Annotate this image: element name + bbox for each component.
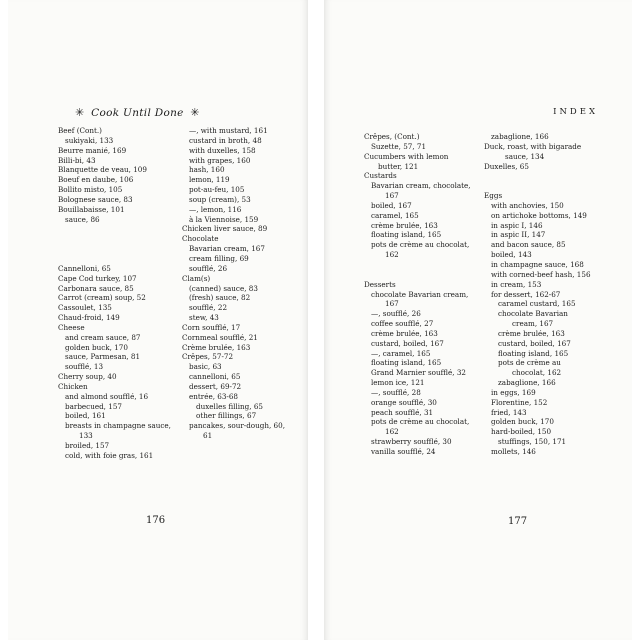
- index-entry: cold, with foie gras, 161: [65, 450, 154, 460]
- index-entry: Florentine, 152: [491, 397, 548, 407]
- index-spacer: [58, 234, 176, 244]
- index-entry: breasts in champagne sauce,: [65, 421, 171, 431]
- index-entry: soup (cream), 53: [189, 194, 251, 204]
- index-entry: Bolognese sauce, 83: [58, 194, 133, 204]
- index-entry: broiled, 157: [65, 441, 110, 450]
- index-entry: Duxelles, 65: [484, 161, 529, 171]
- index-entry: in cream, 153: [491, 279, 542, 289]
- index-entry: strawberry soufflé, 30: [371, 437, 452, 447]
- index-entry: pots de crème au chocolat,: [371, 417, 470, 427]
- index-entry: zabaglione, 166: [491, 132, 549, 141]
- index-entry: 61: [203, 431, 213, 441]
- index-entry: pancakes, sour-dough, 60,: [189, 421, 285, 431]
- star-ornament-icon: ✳: [75, 106, 85, 119]
- index-spacer: [484, 171, 602, 181]
- index-entry: —, soufflé, 26: [371, 309, 421, 319]
- right-running-head: INDEX: [553, 107, 598, 117]
- index-entry: boiled, 161: [65, 411, 106, 421]
- index-entry: Corn soufflé, 17: [182, 322, 241, 332]
- index-entry: with anchovies, 150: [491, 200, 564, 210]
- index-entry: Bouillabaisse, 101: [58, 204, 125, 214]
- index-entry: and cream sauce, 87: [65, 332, 141, 342]
- index-entry: (fresh) sauce, 82: [189, 293, 251, 303]
- left-page: [8, 0, 308, 640]
- index-entry: caramel custard, 165: [498, 299, 576, 309]
- index-entry: Boeuf en daube, 106: [58, 175, 134, 185]
- index-entry: soufflé, 22: [189, 303, 228, 313]
- index-entry: sukiyaki, 133: [65, 135, 114, 145]
- index-entry: Carbonara sauce, 85: [58, 283, 134, 293]
- index-entry: Eggs: [484, 191, 503, 201]
- index-entry: butter, 121: [378, 161, 419, 171]
- index-column-right-2: [484, 132, 602, 457]
- index-column-left-2: [182, 126, 300, 441]
- index-entry: à la Viennoise, 159: [189, 214, 259, 224]
- book-gutter: [308, 0, 324, 640]
- index-entry: lemon ice, 121: [371, 378, 425, 388]
- index-entry: Carrot (cream) soup, 52: [58, 293, 146, 303]
- index-entry: crème brulée, 163: [498, 328, 565, 338]
- index-entry: Cucumbers with lemon: [364, 151, 449, 161]
- index-entry: and bacon sauce, 85: [491, 240, 566, 250]
- index-entry: cream, 167: [512, 319, 554, 329]
- index-entry: Crêpes, (Cont.): [364, 132, 420, 141]
- star-ornament-icon: ✳: [190, 106, 200, 119]
- index-entry: (canned) sauce, 83: [189, 283, 258, 293]
- index-entry: —, soufflé, 28: [371, 387, 421, 397]
- index-entry: 167: [385, 299, 399, 309]
- index-entry: boiled, 143: [491, 250, 532, 260]
- index-entry: coffee soufflé, 27: [371, 319, 434, 329]
- index-entry: sauce, Parmesan, 81: [65, 352, 141, 362]
- index-entry: duxelles filling, 65: [196, 401, 263, 411]
- index-entry: floating island, 165: [371, 358, 442, 368]
- index-spacer: [364, 260, 482, 270]
- index-entry: Cassoulet, 135: [58, 303, 112, 313]
- index-entry: —, lemon, 116: [189, 204, 242, 214]
- index-entry: 133: [79, 431, 93, 441]
- index-spacer: [364, 270, 482, 280]
- index-entry: Crème brulée, 163: [182, 342, 251, 352]
- index-entry: Bavarian cream, 167: [189, 244, 265, 254]
- index-entry: dessert, 69-72: [189, 381, 242, 391]
- index-entry: and almond soufflé, 16: [65, 391, 149, 401]
- index-entry: crème brulée, 163: [371, 220, 438, 230]
- index-spacer: [484, 181, 602, 191]
- index-entry: other fillings, 67: [196, 411, 257, 421]
- index-entry: Chicken: [58, 381, 88, 391]
- index-entry: pots de crème au: [498, 358, 561, 368]
- index-entry: hash, 160: [189, 165, 225, 175]
- index-entry: 162: [385, 250, 399, 260]
- index-entry: golden buck, 170: [65, 342, 128, 352]
- index-entry: floating island, 165: [371, 230, 442, 240]
- index-entry: sauce, 134: [505, 151, 545, 161]
- index-entry: in eggs, 169: [491, 387, 536, 397]
- index-entry: golden buck, 170: [491, 417, 554, 427]
- index-entry: chocolate Bavarian: [498, 309, 568, 319]
- index-entry: in champagne sauce, 168: [491, 259, 584, 269]
- index-entry: Cornmeal soufflé, 21: [182, 332, 258, 342]
- index-column-right-1: [364, 132, 482, 457]
- index-entry: 167: [385, 191, 399, 201]
- index-entry: custard, boiled, 167: [498, 338, 571, 348]
- index-spacer: [58, 254, 176, 264]
- index-entry: stuffings, 150, 171: [498, 437, 567, 447]
- index-entry: Billi-bi, 43: [58, 155, 96, 165]
- index-entry: —, caramel, 165: [371, 348, 431, 358]
- index-entry: Cheese: [58, 322, 85, 332]
- index-entry: Suzette, 57, 71: [371, 141, 427, 151]
- index-entry: in aspic I, 146: [491, 220, 543, 230]
- index-entry: on artichoke bottoms, 149: [491, 210, 587, 220]
- index-entry: Chaud-froid, 149: [58, 313, 120, 323]
- index-entry: 162: [385, 427, 399, 437]
- index-entry: chocolat, 162: [512, 368, 562, 378]
- index-entry: pot-au-feu, 105: [189, 185, 245, 195]
- index-entry: boiled, 167: [371, 200, 412, 210]
- index-entry: in aspic II, 147: [491, 230, 546, 240]
- index-entry: Beef (Cont.): [58, 126, 102, 135]
- index-entry: Cape Cod turkey, 107: [58, 273, 137, 283]
- index-entry: with duxelles, 158: [189, 145, 256, 155]
- index-entry: fried, 143: [491, 407, 527, 417]
- running-head-title: Cook Until Done: [91, 107, 184, 119]
- index-entry: barbecued, 157: [65, 401, 122, 411]
- index-entry: Custards: [364, 171, 397, 181]
- index-entry: entrée, 63-68: [189, 391, 239, 401]
- index-entry: sauce, 86: [65, 214, 100, 224]
- index-entry: Crêpes, 57-72: [182, 352, 234, 362]
- index-spacer: [58, 224, 176, 234]
- index-entry: Chicken liver sauce, 89: [182, 224, 268, 234]
- index-entry: caramel, 165: [371, 210, 419, 220]
- index-entry: lemon, 119: [189, 175, 230, 185]
- index-entry: basic, 63: [189, 362, 222, 372]
- index-entry: crème brulée, 163: [371, 328, 438, 338]
- index-entry: Cherry soup, 40: [58, 372, 117, 382]
- index-entry: stew, 43: [189, 313, 219, 323]
- left-running-head: [72, 106, 203, 119]
- page-number-right: 177: [508, 516, 528, 527]
- index-entry: soufflé, 26: [189, 263, 228, 273]
- index-entry: peach soufflé, 31: [371, 407, 434, 417]
- index-entry: Bollito misto, 105: [58, 185, 123, 195]
- index-spacer: [58, 244, 176, 254]
- index-column-left-1: [58, 126, 176, 461]
- index-entry: custard in broth, 48: [189, 135, 262, 145]
- index-entry: mollets, 146: [491, 447, 536, 456]
- index-entry: Blanquette de veau, 109: [58, 165, 147, 175]
- index-entry: hard-boiled, 150: [491, 427, 552, 437]
- index-entry: vanilla soufflé, 24: [371, 447, 436, 456]
- index-entry: Grand Marnier soufflé, 32: [371, 368, 466, 378]
- index-entry: with corned-beef hash, 156: [491, 269, 591, 279]
- index-entry: Cannelloni, 65: [58, 263, 111, 273]
- index-entry: with grapes, 160: [189, 155, 251, 165]
- index-entry: for dessert, 162-67: [491, 289, 561, 299]
- index-entry: orange soufflé, 30: [371, 397, 437, 407]
- index-entry: —, with mustard, 161: [189, 126, 268, 135]
- index-entry: cream filling, 69: [189, 253, 249, 263]
- index-entry: custard, boiled, 167: [371, 338, 444, 348]
- index-entry: chocolate Bavarian cream,: [371, 289, 469, 299]
- index-entry: Duck, roast, with bigarade: [484, 141, 582, 151]
- page-number-left: 176: [146, 515, 166, 526]
- right-page: [324, 0, 632, 640]
- index-entry: Beurre manié, 169: [58, 145, 127, 155]
- index-entry: soufflé, 13: [65, 362, 104, 372]
- index-entry: Desserts: [364, 279, 396, 289]
- index-entry: cannelloni, 65: [189, 372, 241, 382]
- index-entry: floating island, 165: [498, 348, 569, 358]
- index-entry: pots de crème au chocolat,: [371, 240, 470, 250]
- index-entry: Chocolate: [182, 234, 219, 244]
- index-entry: zabaglione, 166: [498, 378, 556, 388]
- index-entry: Clam(s): [182, 273, 211, 283]
- index-entry: Bavarian cream, chocolate,: [371, 181, 471, 191]
